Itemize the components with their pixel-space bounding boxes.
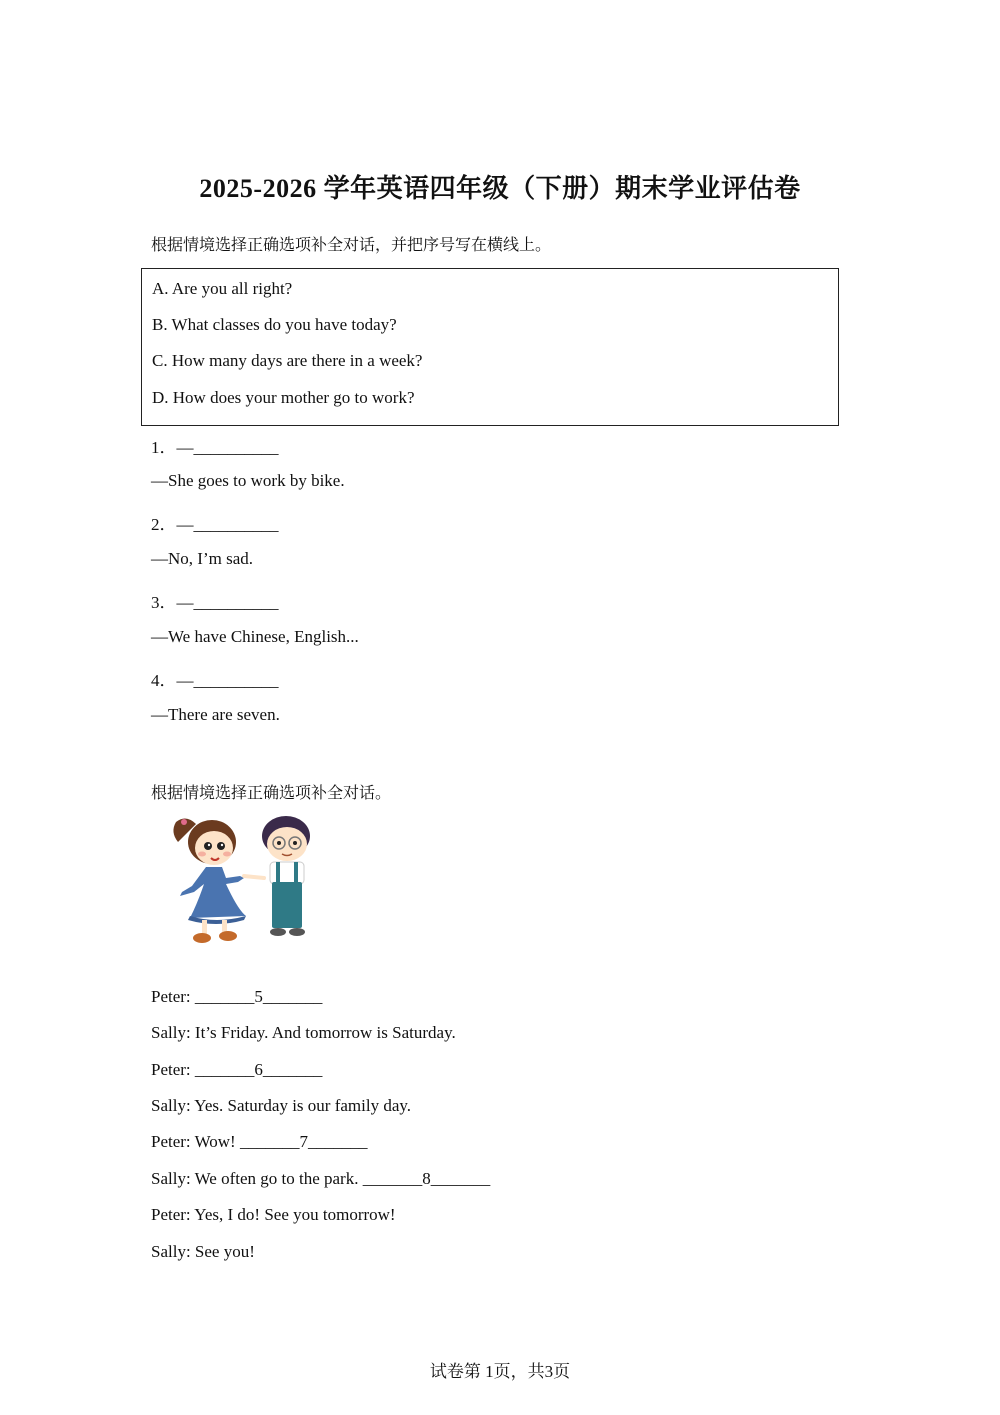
option-d: D. How does your mother go to work? xyxy=(152,388,415,407)
page-title: 2025-2026 学年英语四年级（下册）期末学业评估卷 xyxy=(199,174,801,203)
question-4: 4．—__________ xyxy=(151,671,279,690)
dialogue-line-8: Sally: See you! xyxy=(151,1242,255,1261)
dialogue-line-1: Peter: _______5_______ xyxy=(151,987,323,1006)
dialogue-line-2: Sally: It’s Friday. And tomorrow is Saturday. xyxy=(151,1023,456,1042)
dialogue-line-3: Peter: _______6_______ xyxy=(151,1060,323,1079)
options-box xyxy=(141,268,839,426)
boy-figure xyxy=(262,816,310,936)
question-2: 2．—__________ xyxy=(151,515,279,534)
children-illustration xyxy=(166,812,316,952)
option-b: B. What classes do you have today? xyxy=(152,315,397,334)
answer-2: —No, I’m sad. xyxy=(151,549,253,568)
dialogue-line-5: Peter: Wow! _______7_______ xyxy=(151,1132,368,1151)
dialogue-line-7: Peter: Yes, I do! See you tomorrow! xyxy=(151,1205,396,1224)
answer-4: —There are seven. xyxy=(151,705,280,724)
question-3: 3．—__________ xyxy=(151,593,279,612)
section2-instruction: 根据情境选择正确选项补全对话。 xyxy=(151,783,392,802)
section1-instruction: 根据情境选择正确选项补全对话，并把序号写在横线上。 xyxy=(151,235,552,254)
option-c: C. How many days are there in a week? xyxy=(152,351,423,370)
girl-figure xyxy=(173,818,264,943)
option-a: A. Are you all right? xyxy=(152,279,293,298)
answer-3: —We have Chinese, English... xyxy=(151,627,359,646)
question-1: 1．—__________ xyxy=(151,438,279,457)
dialogue-line-4: Sally: Yes. Saturday is our family day. xyxy=(151,1096,412,1115)
dialogue-line-6: Sally: We often go to the park. _______8_______ xyxy=(151,1169,491,1188)
page-footer: 试卷第 1页，共3页 xyxy=(429,1362,571,1381)
answer-1: —She goes to work by bike. xyxy=(151,471,345,490)
